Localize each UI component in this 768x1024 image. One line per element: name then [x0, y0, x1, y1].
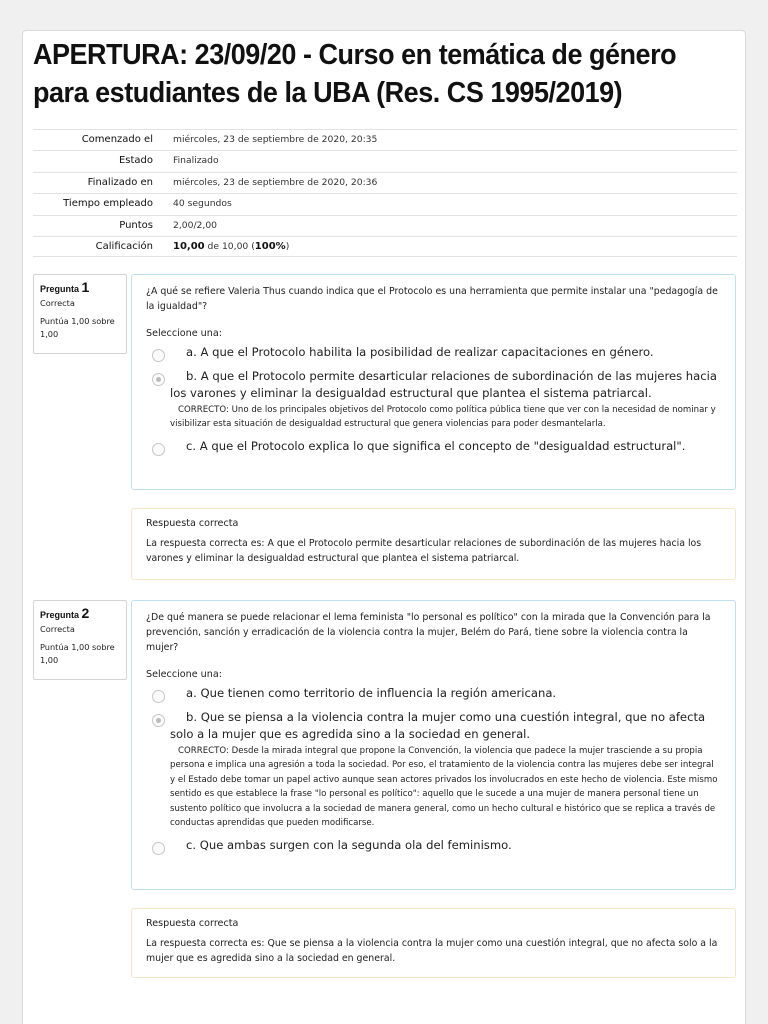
answer-option-a[interactable]	[146, 685, 721, 703]
answer-label: a. A que el Protocolo habilita la posibilidad de realizar capacitaciones en género.	[186, 345, 654, 359]
answer-option-c[interactable]	[146, 438, 721, 456]
answer-label: a. Que tienen como territorio de influencia la región americana.	[186, 686, 557, 700]
grade-end: )	[285, 240, 290, 252]
attempt-summary-table	[33, 129, 737, 257]
radio-button[interactable]	[152, 443, 165, 456]
summary-row-calificacion	[33, 236, 737, 257]
answer-label: c. Que ambas surgen con la segunda ola del feminismo.	[186, 837, 512, 852]
answer-option-b[interactable]	[146, 368, 721, 432]
summary-row	[33, 172, 737, 193]
summary-row	[33, 150, 737, 171]
grade-percent: 100%	[254, 240, 286, 252]
question-outcome-1	[131, 508, 736, 580]
question-state: Correcta	[40, 624, 75, 634]
grade-value: 10,00	[173, 240, 205, 252]
summary-label: Estado	[118, 155, 153, 167]
summary-value: miércoles, 23 de septiembre de 2020, 20:36	[173, 176, 378, 188]
question-grade: Puntúa 1,00 sobre 1,00	[40, 642, 115, 665]
question-num: 1	[81, 279, 90, 295]
answer-label: b. Que se piensa a la violencia contra la mujer como una cuestión integral, que no afecta solo a la mujer que es agredida sino a la sociedad en general.	[170, 709, 706, 741]
question-grade: Puntúa 1,00 sobre 1,00	[40, 316, 115, 339]
summary-value	[163, 237, 737, 256]
summary-value: 2,00/2,00	[173, 219, 218, 231]
summary-row	[33, 193, 737, 214]
select-prompt: Seleccione una:	[146, 328, 222, 339]
grade-middle: de 10,00 (	[204, 240, 255, 252]
answer-option-b[interactable]	[146, 709, 721, 831]
summary-label: Tiempo empleado	[63, 198, 153, 210]
answer-option-a[interactable]	[146, 344, 721, 362]
outcome-heading: Respuesta correcta	[146, 918, 239, 929]
summary-row	[33, 215, 737, 236]
question-content-2	[131, 600, 736, 890]
summary-label: Finalizado en	[87, 176, 153, 188]
question-number	[40, 605, 120, 623]
question-label: Pregunta	[40, 284, 80, 294]
outcome-heading: Respuesta correcta	[146, 518, 239, 529]
summary-row	[33, 129, 737, 150]
radio-button[interactable]	[152, 842, 165, 855]
answer-label: b. A que el Protocolo permite desarticular relaciones de subordinación de las mujeres hacia los varones y eliminar la desigualdad estructural que plantea el sistema patriarcal.	[170, 368, 717, 400]
summary-label: Puntos	[119, 219, 153, 231]
summary-value: 40 segundos	[173, 198, 232, 210]
radio-button[interactable]	[152, 349, 165, 362]
question-text: ¿De qué manera se puede relacionar el lema feminista "lo personal es político" con la mirada que la Convención para la prevención, sanción y erradicación de la violencia contra la mujer, Belém do Pará, tiene sobre la violencia contra la mujer?	[146, 612, 711, 653]
question-info-1	[33, 274, 127, 354]
question-content-1	[131, 274, 736, 490]
summary-label: Calificación	[95, 240, 153, 252]
radio-button-checked[interactable]	[152, 714, 165, 727]
question-info-2	[33, 600, 127, 680]
outcome-text: La respuesta correcta es: A que el Protocolo permite desarticular relaciones de subordinación de las mujeres hacia los varones y eliminar la desigualdad estructural que plantea el sistema patriarcal.	[146, 538, 702, 564]
radio-button-checked[interactable]	[152, 373, 165, 386]
answer-feedback: CORRECTO: Desde la mirada integral que propone la Convención, la violencia que padece la mujer trasciende a su propia persona e implica una agresión a toda la sociedad. Por eso, el tratamiento de la violencia contra las mujeres debe ser integral y el Estado debe tomar un papel activo aunque sean actores privados los involucrados en este hecho de violencia. Este mismo sentido es que establece la frase "lo personal es político": aquello que le sucede a una mujer de manera personal tiene un sustento político que involucra a la sociedad de manera general, como un hecho cultural e histórico que se replica a través de conductas aprendidas que pueden modificarse.	[170, 745, 718, 828]
quiz-review-page	[22, 30, 746, 1024]
radio-button[interactable]	[152, 690, 165, 703]
summary-value: Finalizado	[173, 155, 219, 167]
answer-option-c[interactable]	[146, 837, 721, 855]
question-num: 2	[81, 605, 90, 621]
page-title: APERTURA: 23/09/20 - Curso en temática de género para estudiantes de la UBA (Res. CS 1995/2019)	[33, 39, 677, 109]
question-text: ¿A qué se refiere Valeria Thus cuando indica que el Protocolo es una herramienta que permite instalar una "pedagogía de la igualdad"?	[146, 286, 718, 312]
answer-label: c. A que el Protocolo explica lo que significa el concepto de "desigualdad estructural".	[186, 438, 686, 453]
question-label: Pregunta	[40, 610, 80, 620]
answer-feedback: CORRECTO: Uno de los principales objetivos del Protocolo como política pública tiene que ver con la necesidad de nominar y visibilizar esta situación de desigualdad estructural que genera violencias para poder desmantelarla.	[170, 404, 716, 429]
question-state: Correcta	[40, 298, 75, 308]
select-prompt: Seleccione una:	[146, 669, 222, 680]
summary-value: miércoles, 23 de septiembre de 2020, 20:35	[173, 134, 378, 145]
question-number	[40, 279, 120, 297]
summary-label: Comenzado el	[81, 134, 153, 145]
outcome-text: La respuesta correcta es: Que se piensa a la violencia contra la mujer como una cuestión integral, que no afecta solo a la mujer que es agredida sino a la sociedad en general.	[146, 938, 718, 964]
question-outcome-2	[131, 908, 736, 978]
